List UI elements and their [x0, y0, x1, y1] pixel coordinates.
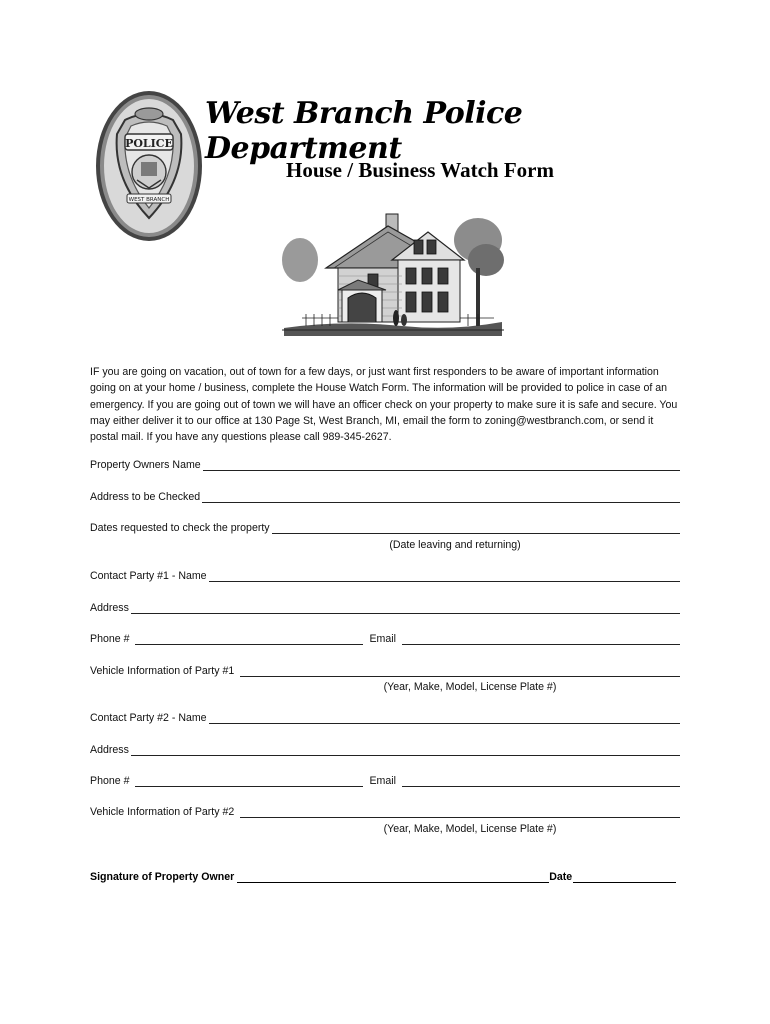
- party1-phone-email-row: [90, 633, 680, 645]
- party1-address-field[interactable]: [131, 603, 680, 614]
- date-field[interactable]: [573, 872, 676, 883]
- party2-vehicle-field[interactable]: [240, 807, 680, 818]
- party1-name-label: Contact Party #1 - Name: [90, 570, 207, 582]
- party1-vehicle-hint: (Year, Make, Model, License Plate #): [383, 681, 557, 693]
- party2-address-label: Address: [90, 744, 129, 756]
- party1-phone-field[interactable]: [135, 634, 363, 645]
- dates-requested-row: [90, 522, 680, 534]
- party1-vehicle-row: [90, 665, 680, 677]
- house-drawing: [282, 210, 504, 338]
- property-owners-name-row: [90, 459, 680, 471]
- house-illustration: [282, 210, 504, 338]
- property-owners-name-field[interactable]: [203, 460, 680, 471]
- form-title: House / Business Watch Form: [286, 158, 554, 182]
- dates-hint: (Date leaving and returning): [389, 539, 521, 551]
- party1-address-label: Address: [90, 602, 129, 614]
- party2-phone-field[interactable]: [135, 776, 363, 787]
- party1-vehicle-label: Vehicle Information of Party #1: [90, 665, 235, 677]
- address-to-be-checked-row: [90, 491, 680, 503]
- party1-vehicle-field[interactable]: [240, 666, 680, 677]
- badge-bottom-text: WEST BRANCH: [128, 197, 170, 203]
- party1-address-row: [90, 602, 680, 614]
- dates-requested-label: Dates requested to check the property: [90, 522, 270, 534]
- party2-phone-label: Phone #: [90, 775, 130, 787]
- party2-name-field[interactable]: [209, 713, 680, 724]
- party1-phone-label: Phone #: [90, 633, 130, 645]
- date-label: Date: [549, 871, 573, 883]
- signature-row: [90, 871, 676, 883]
- party2-vehicle-row: [90, 806, 680, 818]
- party2-address-row: [90, 744, 680, 756]
- address-to-be-checked-label: Address to be Checked: [90, 491, 201, 503]
- party2-name-row: [90, 712, 680, 724]
- party1-name-field[interactable]: [209, 571, 680, 582]
- party2-address-field[interactable]: [131, 745, 680, 756]
- intro-paragraph: IF you are going on vacation, out of town for a few days, or just want first responders to be aware of important information going on at your home / business, complete the House Watch Form. The information will be provided to police in case of an emergency. If you are going out of town we will have an officer check on your property to make sure it is safe and secure. You may either deliver it to our office at 130 Page St, West Branch, MI, email the form to zoning@westbranch.com, or send it postal mail. If you have any questions please call 989-345-2627.: [90, 366, 678, 444]
- department-title: West Branch Police Department: [205, 96, 523, 166]
- party2-vehicle-hint: (Year, Make, Model, License Plate #): [383, 823, 557, 835]
- badge-top-text: POLICE: [125, 137, 173, 150]
- party2-vehicle-label: Vehicle Information of Party #2: [90, 806, 235, 818]
- property-owners-name-label: Property Owners Name: [90, 459, 201, 471]
- signature-label: Signature of Property Owner: [90, 871, 235, 883]
- party2-email-label: Email: [369, 775, 396, 787]
- signature-field[interactable]: [237, 872, 549, 883]
- party1-email-label: Email: [369, 633, 396, 645]
- party1-email-field[interactable]: [402, 634, 680, 645]
- party2-email-field[interactable]: [402, 776, 680, 787]
- party2-name-label: Contact Party #2 - Name: [90, 712, 207, 724]
- address-to-be-checked-field[interactable]: [202, 492, 680, 503]
- dates-requested-field[interactable]: [272, 523, 680, 534]
- party1-name-row: [90, 570, 680, 582]
- party2-phone-email-row: [90, 775, 680, 787]
